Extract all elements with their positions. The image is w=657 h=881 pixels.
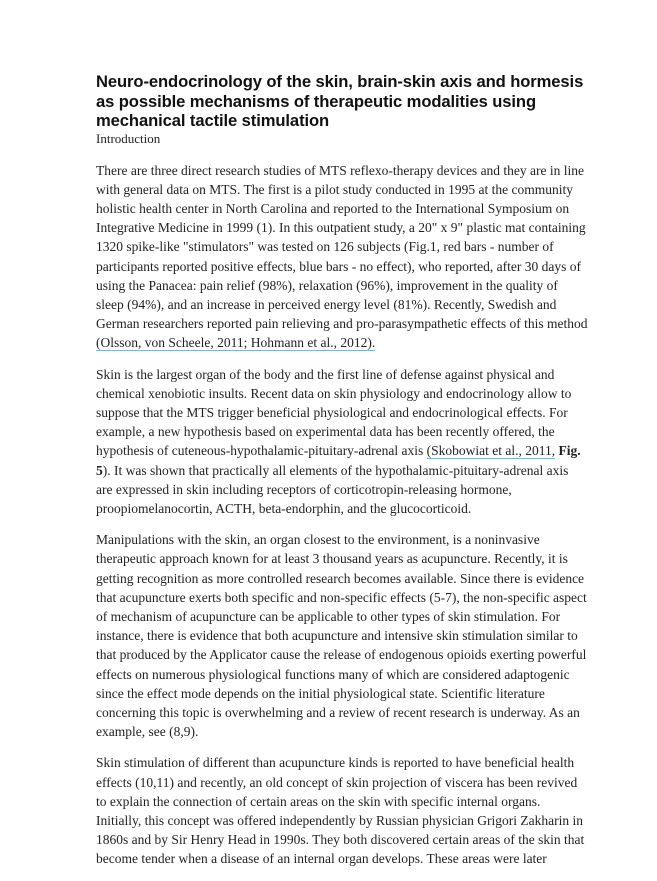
paragraph-4: Skin stimulation of different than acupuncture kinds is reported to have beneficial health effects (10,11) and recently, an old concept of skin projection of viscera has been revived to explain the connection of certain areas on the skin with specific internal organs. Initially, this concept was offered independently by Russian physician Grigori Zakharin in 1860s and by Sir Henry Head in 1990s. They both discovered certain areas of the skin that become tender when a disease of an internal organ develops. These areas were later — [96, 755, 585, 867]
document-page — [96, 72, 588, 881]
paragraph-1 — [96, 161, 588, 353]
paragraph-2-text-after: ). It was shown that practically all elements of the hypothalamic-pituitary-adrenal axis are expressed in skin including receptors of corticotropin-releasing hormone, proopiomelanocortin, ACTH, beta-endorphin, and the glucocorticoid. — [96, 462, 569, 516]
section-heading: Introduction — [96, 130, 161, 146]
citation-link-olsson-hohmann[interactable]: (Olsson, von Scheele, 2011; Hohmann et al., 2012). — [96, 335, 376, 351]
document-title: Neuro-endocrinology of the skin, brain-skin axis and hormesis as possible mechanisms of therapeutic modalities using mechanical tactile stimulation — [96, 72, 584, 130]
paragraph-2-text: Skin is the largest organ of the body and the first line of defense against physical and chemical xenobiotic insults. Recent data on skin physiology and endocrinology allow to suppose that the MTS trigger beneficial physiological and endocrinological effects. For example, a new hypothesis based on experimental data has been recently offered, the hypothesis of cuteneous-hypothalamic-pituitary-adrenal axis — [96, 366, 572, 459]
paragraph-3: Manipulations with the skin, an organ closest to the environment, is a noninvasive therapeutic approach known for at least 3 thousand years as acupuncture. Recently, it is getting recognition as more controlled research becomes available. Since there is evidence that acupuncture exerts both specific and non-specific effects (5-7), the non-specific aspect of mechanism of acupuncture can be applicable to other types of skin stimulation. For instance, there is evidence that both acupuncture and intensive skin stimulation similar to that produced by the Applicator cause the release of endogenous opioids exerting powerful effects on numerous physiological functions many of which are considered adaptogenic since the effect mode depends on the initial physiological state. Scientific literature concerning this topic is overwhelming and a review of recent research is underway. As an example, see (8,9). — [96, 532, 587, 740]
paragraph-1-text: There are three direct research studies of MTS reflexo-therapy devices and they are in line with general data on MTS. The first is a pilot study conducted in 1995 at the community holistic health center in North Carolina and reported to the International Symposium on Integrative Medicine in 1999 (1). In this outpatient study, a 20" x 9" plastic mat containing 1320 spike-like "stimulators" was tested on 126 subjects (Fig.1, red bars - number of participants reported positive effects, blue bars - no effect), who reported, after 30 days of using the Panacea: pain relief (98%), relaxation (96%), improvement in the quality of sleep (94%), and an increase in perceived energy level (81%). Recently, Swedish and German researchers reported pain relieving and pro-parasympathetic effects of this method — [96, 162, 588, 332]
paragraph-2 — [96, 365, 588, 519]
figure-reference: Fig. 5 — [96, 443, 581, 478]
citation-link-skobowiat[interactable]: (Skobowiat et al., 2011, — [426, 443, 556, 459]
